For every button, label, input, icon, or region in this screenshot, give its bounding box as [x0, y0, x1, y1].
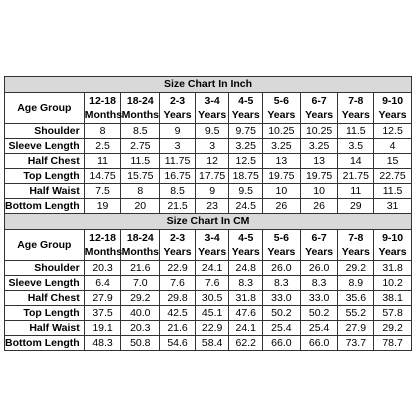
column-header-unit: Years: [341, 109, 370, 121]
measurement-value: 58.4: [195, 336, 229, 351]
measurement-value: 15.75: [121, 169, 160, 184]
column-header-unit: Months: [121, 246, 159, 258]
measurement-value: 3.5: [338, 139, 374, 154]
measurement-value: 7.0: [121, 276, 160, 291]
measurement-value: 57.8: [374, 306, 412, 321]
column-header-range: 6-7: [311, 232, 327, 244]
column-header-range: 18-24: [126, 232, 154, 244]
measurement-value: 7.5: [84, 184, 121, 199]
column-header-unit: Months: [84, 246, 123, 258]
measurement-value: 31.8: [229, 291, 263, 306]
measurement-value: 26.0: [300, 261, 338, 276]
column-header: [262, 93, 300, 124]
measurement-value: 7.6: [195, 276, 229, 291]
table-row: [5, 199, 412, 214]
column-header-range: 18-24: [126, 95, 154, 107]
measurement-label: Half Chest: [5, 154, 85, 169]
measurement-value: 10: [262, 184, 300, 199]
column-header-range: 5-6: [273, 232, 289, 244]
measurement-value: 8.3: [229, 276, 263, 291]
column-header-unit: Years: [231, 246, 260, 258]
column-header: [229, 93, 263, 124]
column-header: [338, 93, 374, 124]
column-header: [160, 230, 196, 261]
age-group-header: Age Group: [5, 93, 85, 124]
measurement-value: 18.75: [229, 169, 263, 184]
column-header-range: 9-10: [382, 95, 404, 107]
table-row: [5, 276, 412, 291]
measurement-value: 15: [374, 154, 412, 169]
measurement-value: 25.4: [262, 321, 300, 336]
column-header-unit: Years: [378, 109, 407, 121]
measurement-label: Shoulder: [5, 124, 85, 139]
measurement-value: 47.6: [229, 306, 263, 321]
measurement-value: 26.0: [262, 261, 300, 276]
measurement-value: 3: [160, 139, 196, 154]
measurement-value: 21.5: [160, 199, 196, 214]
table-row: [5, 306, 412, 321]
measurement-value: 48.3: [84, 336, 121, 351]
column-header-unit: Years: [341, 246, 370, 258]
measurement-label: Half Waist: [5, 321, 85, 336]
measurement-value: 27.9: [84, 291, 121, 306]
measurement-value: 11: [84, 154, 121, 169]
measurement-value: 8.5: [160, 184, 196, 199]
measurement-value: 29.8: [160, 291, 196, 306]
column-header: [84, 93, 121, 124]
column-header: [121, 230, 160, 261]
column-header: [374, 93, 412, 124]
column-header: [338, 230, 374, 261]
size-chart: [4, 76, 412, 351]
column-header-unit: Years: [267, 109, 296, 121]
column-header: [195, 230, 229, 261]
measurement-value: 9.75: [229, 124, 263, 139]
table-row: [5, 291, 412, 306]
measurement-value: 6.4: [84, 276, 121, 291]
measurement-value: 20: [121, 199, 160, 214]
column-header-unit: Months: [121, 109, 159, 121]
measurement-value: 33.0: [262, 291, 300, 306]
section-title: Size Chart In CM: [5, 214, 412, 230]
column-header-range: 4-5: [238, 232, 254, 244]
column-header: [160, 93, 196, 124]
column-header-range: 9-10: [382, 232, 404, 244]
measurement-value: 54.6: [160, 336, 196, 351]
column-header-range: 12-18: [89, 232, 116, 244]
column-header: [374, 230, 412, 261]
column-header-range: 5-6: [273, 95, 289, 107]
measurement-value: 20.3: [121, 321, 160, 336]
measurement-value: 31: [374, 199, 412, 214]
column-header-unit: Years: [163, 246, 192, 258]
column-header: [84, 230, 121, 261]
measurement-value: 8.9: [338, 276, 374, 291]
measurement-value: 11.5: [121, 154, 160, 169]
column-header-range: 7-8: [348, 95, 364, 107]
table-row: [5, 336, 412, 351]
measurement-value: 3.25: [262, 139, 300, 154]
column-header-range: 2-3: [169, 232, 186, 244]
table-row: [5, 261, 412, 276]
measurement-value: 37.5: [84, 306, 121, 321]
column-header: [195, 93, 229, 124]
measurement-value: 9: [195, 184, 229, 199]
column-header-unit: Years: [163, 109, 192, 121]
measurement-label: Sleeve Length: [5, 276, 85, 291]
measurement-value: 3.25: [229, 139, 263, 154]
column-header-unit: Years: [231, 109, 260, 121]
measurement-label: Bottom Length: [5, 199, 85, 214]
measurement-value: 8: [121, 184, 160, 199]
measurement-value: 66.0: [300, 336, 338, 351]
measurement-value: 3.25: [300, 139, 338, 154]
measurement-value: 29.2: [338, 261, 374, 276]
measurement-value: 25.4: [300, 321, 338, 336]
column-header: [121, 93, 160, 124]
measurement-value: 11: [338, 184, 374, 199]
measurement-value: 4: [374, 139, 412, 154]
measurement-value: 14: [338, 154, 374, 169]
column-header-range: 4-5: [238, 95, 254, 107]
measurement-label: Half Chest: [5, 291, 85, 306]
measurement-value: 19.75: [300, 169, 338, 184]
measurement-value: 50.2: [300, 306, 338, 321]
table-row: [5, 154, 412, 169]
measurement-value: 8.3: [262, 276, 300, 291]
column-header: [300, 93, 338, 124]
column-header-range: 6-7: [311, 95, 327, 107]
measurement-value: 66.0: [262, 336, 300, 351]
measurement-value: 50.2: [262, 306, 300, 321]
measurement-value: 19.1: [84, 321, 121, 336]
measurement-value: 8: [84, 124, 121, 139]
measurement-value: 22.9: [195, 321, 229, 336]
measurement-value: 24.1: [229, 321, 263, 336]
measurement-value: 30.5: [195, 291, 229, 306]
measurement-value: 10: [300, 184, 338, 199]
measurement-value: 29.2: [374, 321, 412, 336]
measurement-value: 13: [262, 154, 300, 169]
column-header-range: 2-3: [169, 95, 186, 107]
measurement-value: 24.1: [195, 261, 229, 276]
measurement-value: 21.6: [121, 261, 160, 276]
table-row: [5, 321, 412, 336]
measurement-value: 24.8: [229, 261, 263, 276]
measurement-value: 9.5: [229, 184, 263, 199]
measurement-value: 26: [300, 199, 338, 214]
size-chart-table: [4, 76, 412, 351]
column-header-unit: Months: [84, 109, 123, 121]
measurement-value: 11.5: [338, 124, 374, 139]
section-title-row: [5, 214, 412, 230]
measurement-value: 22.9: [160, 261, 196, 276]
measurement-value: 9.5: [195, 124, 229, 139]
measurement-value: 42.5: [160, 306, 196, 321]
measurement-value: 21.75: [338, 169, 374, 184]
column-header-range: 12-18: [89, 95, 116, 107]
column-header-unit: Years: [198, 109, 227, 121]
measurement-value: 22.75: [374, 169, 412, 184]
measurement-label: Half Waist: [5, 184, 85, 199]
measurement-label: Shoulder: [5, 261, 85, 276]
measurement-value: 2.75: [121, 139, 160, 154]
measurement-value: 29.2: [121, 291, 160, 306]
measurement-value: 31.8: [374, 261, 412, 276]
measurement-value: 20.3: [84, 261, 121, 276]
measurement-value: 78.7: [374, 336, 412, 351]
column-header: [300, 230, 338, 261]
measurement-value: 50.8: [121, 336, 160, 351]
age-group-header: Age Group: [5, 230, 85, 261]
measurement-label: Top Length: [5, 169, 85, 184]
measurement-value: 19: [84, 199, 121, 214]
measurement-value: 40.0: [121, 306, 160, 321]
header-row: [5, 93, 412, 124]
measurement-value: 10.2: [374, 276, 412, 291]
column-header: [229, 230, 263, 261]
section-title: Size Chart In Inch: [5, 77, 412, 93]
measurement-value: 8.3: [300, 276, 338, 291]
measurement-value: 33.0: [300, 291, 338, 306]
column-header-range: 3-4: [204, 232, 220, 244]
column-header-unit: Years: [305, 109, 334, 121]
measurement-value: 14.75: [84, 169, 121, 184]
measurement-label: Top Length: [5, 306, 85, 321]
measurement-value: 13: [300, 154, 338, 169]
measurement-value: 9: [160, 124, 196, 139]
measurement-value: 62.2: [229, 336, 263, 351]
measurement-value: 55.2: [338, 306, 374, 321]
measurement-value: 19.75: [262, 169, 300, 184]
measurement-value: 27.9: [338, 321, 374, 336]
measurement-value: 10.25: [262, 124, 300, 139]
measurement-value: 45.1: [195, 306, 229, 321]
column-header-unit: Years: [198, 246, 227, 258]
measurement-value: 7.6: [160, 276, 196, 291]
measurement-value: 26: [262, 199, 300, 214]
measurement-label: Sleeve Length: [5, 139, 85, 154]
column-header-unit: Years: [305, 246, 334, 258]
column-header-range: 3-4: [204, 95, 220, 107]
header-row: [5, 230, 412, 261]
measurement-value: 16.75: [160, 169, 196, 184]
column-header-range: 7-8: [348, 232, 364, 244]
column-header: [262, 230, 300, 261]
measurement-value: 21.6: [160, 321, 196, 336]
measurement-value: 10.25: [300, 124, 338, 139]
measurement-value: 35.6: [338, 291, 374, 306]
section-title-row: [5, 77, 412, 93]
measurement-value: 12.5: [229, 154, 263, 169]
table-row: [5, 139, 412, 154]
table-row: [5, 169, 412, 184]
measurement-value: 11.75: [160, 154, 196, 169]
measurement-value: 17.75: [195, 169, 229, 184]
measurement-value: 8.5: [121, 124, 160, 139]
measurement-value: 23: [195, 199, 229, 214]
measurement-value: 29: [338, 199, 374, 214]
table-row: [5, 124, 412, 139]
measurement-value: 2.5: [84, 139, 121, 154]
measurement-value: 73.7: [338, 336, 374, 351]
column-header-unit: Years: [267, 246, 296, 258]
measurement-value: 38.1: [374, 291, 412, 306]
measurement-value: 3: [195, 139, 229, 154]
measurement-value: 11.5: [374, 184, 412, 199]
column-header-unit: Years: [378, 246, 407, 258]
measurement-label: Bottom Length: [5, 336, 85, 351]
measurement-value: 12: [195, 154, 229, 169]
table-row: [5, 184, 412, 199]
measurement-value: 12.5: [374, 124, 412, 139]
measurement-value: 24.5: [229, 199, 263, 214]
